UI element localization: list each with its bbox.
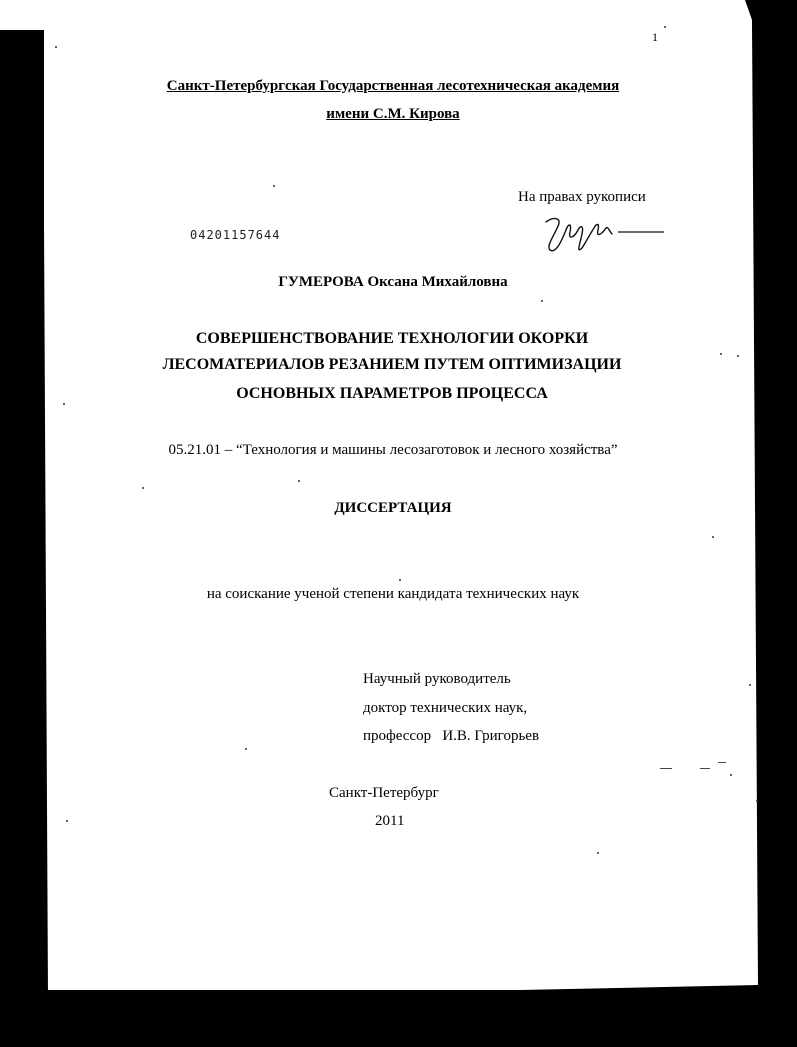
scan-speck bbox=[55, 46, 57, 48]
scan-speck bbox=[63, 403, 65, 405]
scan-speck bbox=[730, 774, 732, 776]
title-line-2: ЛЕСОМАТЕРИАЛОВ РЕЗАНИЕМ ПУТЕМ ОПТИМИЗАЦИИ bbox=[162, 356, 622, 373]
scan-speck bbox=[756, 800, 758, 802]
supervisor-line-2: доктор технических наук, bbox=[363, 700, 528, 716]
rights-note: На правах рукописи bbox=[518, 189, 646, 205]
scan-speck bbox=[273, 185, 275, 187]
scan-bottom-border bbox=[0, 990, 797, 1047]
scan-mark bbox=[700, 768, 710, 769]
scan-left-border bbox=[0, 30, 44, 1047]
year: 2011 bbox=[375, 813, 405, 829]
institution-line-1: Санкт-Петербургская Государственная лесотехническая академия bbox=[166, 78, 620, 94]
scan-speck bbox=[664, 26, 666, 28]
scan-mark bbox=[718, 762, 726, 763]
scan-speck bbox=[541, 300, 543, 302]
institution-line-2: имени С.М. Кирова bbox=[326, 106, 460, 122]
scan-speck bbox=[245, 748, 247, 750]
city: Санкт-Петербург bbox=[329, 785, 439, 801]
degree-line: на соискание ученой степени кандидата технических наук bbox=[206, 586, 580, 602]
title-line-1: СОВЕРШЕНСТВОВАНИЕ ТЕХНОЛОГИИ ОКОРКИ bbox=[195, 330, 589, 347]
registry-number: 04201157644 bbox=[190, 228, 281, 242]
scan-speck bbox=[720, 353, 722, 355]
scan-mark bbox=[660, 768, 672, 769]
scan-speck bbox=[749, 684, 751, 686]
scan-speck bbox=[298, 480, 300, 482]
supervisor-line-3: профессор И.В. Григорьев bbox=[363, 728, 540, 744]
document-type: ДИССЕРТАЦИЯ bbox=[334, 500, 452, 516]
scan-speck bbox=[597, 852, 599, 854]
signature-icon bbox=[540, 210, 670, 256]
scan-right-border bbox=[752, 0, 797, 1047]
specialty-line: 05.21.01 – “Технология и машины лесозаготовок и лесного хозяйства” bbox=[168, 442, 618, 458]
scan-speck bbox=[399, 579, 401, 581]
supervisor-line-1: Научный руководитель bbox=[363, 671, 511, 687]
scan-speck bbox=[712, 536, 714, 538]
title-line-3: ОСНОВНЫХ ПАРАМЕТРОВ ПРОЦЕССА bbox=[236, 385, 548, 402]
page-number: 1 bbox=[652, 30, 658, 44]
author-name: ГУМЕРОВА Оксана Михайловна bbox=[278, 274, 508, 290]
scan-speck bbox=[66, 820, 68, 822]
scan-speck bbox=[737, 355, 739, 357]
scan-speck bbox=[142, 487, 144, 489]
